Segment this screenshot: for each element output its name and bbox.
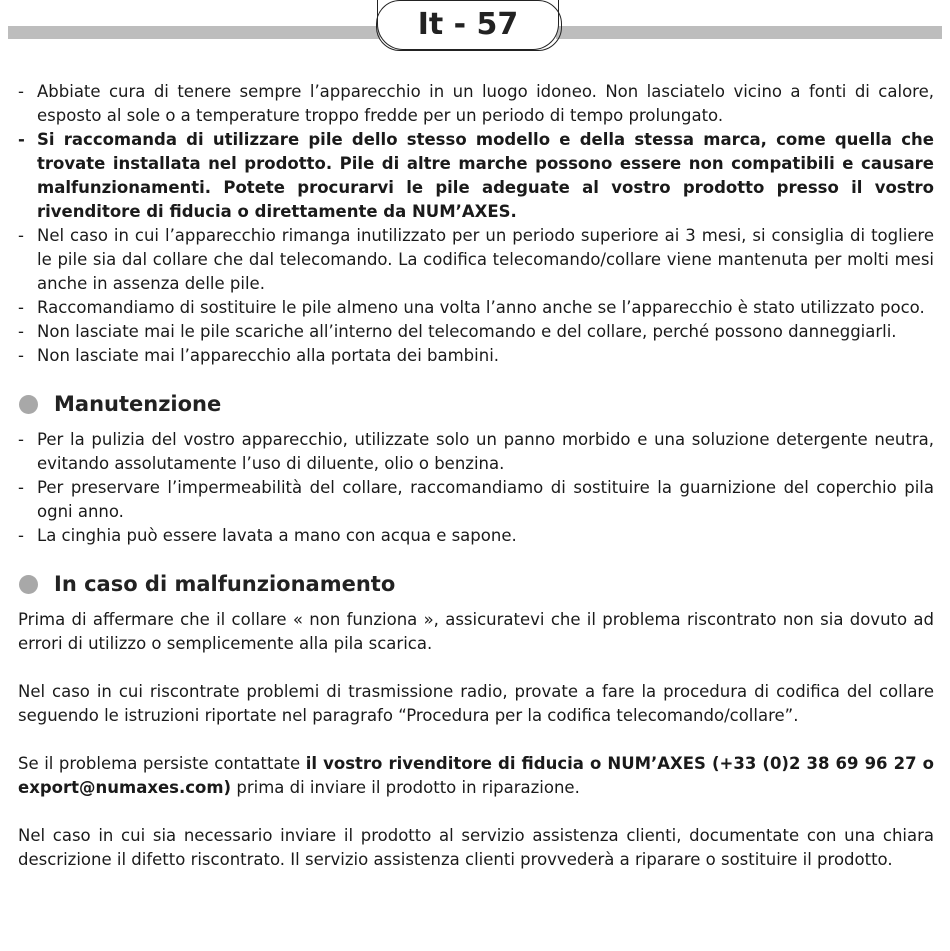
list-item: - Nel caso in cui l’apparecchio rimanga inutilizzato per un periodo superiore ai 3 mesi, si consiglia di togliere le pile sia dal collare che dal telecomando. La codifica telecomando/collare viene mantenuta per molti mesi anche in assenza delle pile.: [18, 226, 934, 293]
section-heading-maintenance: [18, 386, 934, 422]
contact-info: il vostro rivenditore di fiducia o NUM’AXES (+33 (0)2 38 69 96 27 o export@numaxes.com): [18, 754, 934, 797]
page-number: It - 57: [417, 7, 519, 42]
section-title: In caso di malfunzionamento: [54, 572, 396, 596]
page-number-badge: [377, 0, 559, 50]
intro-bullet-list: [18, 80, 934, 368]
list-item: - La cinghia può essere lavata a mano con acqua e sapone.: [18, 526, 517, 545]
list-item-text: Raccomandiamo di sostituire le pile almeno una volta l’anno anche se l’apparecchio è stato utilizzato poco.: [37, 298, 925, 317]
list-item-text: Si raccomanda di utilizzare pile dello stesso modello e della stessa marca, come quella che trovate installata nel prodotto. Pile di altre marche possono essere non compatibili e causare malfunzionamenti. Potete procurarvi le pile adeguate al vostro prodotto presso il vostro rivenditore di fiducia o direttamente da NUM’AXES.: [37, 130, 934, 221]
bullet-dot-icon: [19, 395, 38, 414]
list-item-text: Per preservare l’impermeabilità del collare, raccomandiamo di sostituire la guarnizione del coperchio pila ogni anno.: [37, 478, 934, 521]
paragraph: Nel caso in cui riscontrate problemi di trasmissione radio, provate a fare la procedura di codifica del collare seguendo le istruzioni riportate nel paragrafo “Procedura per la codifica telecomando/collare”.: [18, 682, 934, 725]
paragraph-text: prima di inviare il prodotto in riparazione.: [231, 778, 580, 797]
list-item: - Non lasciate mai le pile scariche all’interno del telecomando e del collare, perché possono danneggiarli.: [18, 322, 897, 341]
list-item-text: Per la pulizia del vostro apparecchio, utilizzate solo un panno morbido e una soluzione detergente neutra, evitando assolutamente l’uso di diluente, olio o benzina.: [37, 430, 934, 473]
paragraph: Prima di affermare che il collare « non funziona », assicuratevi che il problema riscontrato non sia dovuto ad errori di utilizzo o semplicemente alla pila scarica.: [18, 610, 934, 653]
list-item: - Per preservare l’impermeabilità del collare, raccomandiamo di sostituire la guarnizione del coperchio pila ogni anno.: [18, 478, 934, 521]
list-item: - Abbiate cura di tenere sempre l’apparecchio in un luogo idoneo. Non lasciatelo vicino a fonti di calore, esposto al sole o a temperature troppo fredde per un periodo di tempo prolungato.: [18, 82, 934, 125]
section-title: Manutenzione: [54, 392, 222, 416]
section-heading-malfunction: [18, 566, 934, 602]
list-item: - Per la pulizia del vostro apparecchio, utilizzate solo un panno morbido e una soluzione detergente neutra, evitando assolutamente l’uso di diluente, olio o benzina.: [18, 430, 934, 473]
header-rule-right: [556, 26, 942, 39]
paragraph-contact: [18, 752, 934, 800]
bullet-dot-icon: [19, 575, 38, 594]
list-item: - Raccomandiamo di sostituire le pile almeno una volta l’anno anche se l’apparecchio è stato utilizzato poco.: [18, 298, 925, 317]
list-item-text: Non lasciate mai le pile scariche all’interno del telecomando e del collare, perché possono danneggiarli.: [37, 322, 897, 341]
list-item-text: La cinghia può essere lavata a mano con acqua e sapone.: [37, 526, 517, 545]
list-item-text: Non lasciate mai l’apparecchio alla portata dei bambini.: [37, 346, 500, 365]
list-item: - Si raccomanda di utilizzare pile dello stesso modello e della stessa marca, come quella che trovate installata nel prodotto. Pile di altre marche possono essere non compatibili e causare malfunzionamenti. Potete procurarvi le pile adeguate al vostro prodotto presso il vostro rivenditore di fiducia o direttamente da NUM’AXES.: [18, 130, 934, 221]
paragraph-text: Se il problema persiste contattate: [18, 754, 306, 773]
list-item-text: Abbiate cura di tenere sempre l’apparecchio in un luogo idoneo. Non lasciatelo vicino a fonti di calore, esposto al sole o a temperature troppo fredde per un periodo di tempo prolungato.: [37, 82, 934, 125]
header-rule-left: [8, 26, 380, 39]
list-item-text: Nel caso in cui l’apparecchio rimanga inutilizzato per un periodo superiore ai 3 mesi, si consiglia di togliere le pile sia dal collare che dal telecomando. La codifica telecomando/collare viene mantenuta per molti mesi anche in assenza delle pile.: [37, 226, 934, 293]
page-content: [18, 80, 934, 896]
paragraph: Nel caso in cui sia necessario inviare il prodotto al servizio assistenza clienti, documentate con una chiara descrizione il difetto riscontrato. Il servizio assistenza clienti provvederà a riparare o sostituire il prodotto.: [18, 826, 934, 869]
list-item: - Non lasciate mai l’apparecchio alla portata dei bambini.: [18, 346, 500, 365]
maintenance-bullet-list: [18, 428, 934, 548]
